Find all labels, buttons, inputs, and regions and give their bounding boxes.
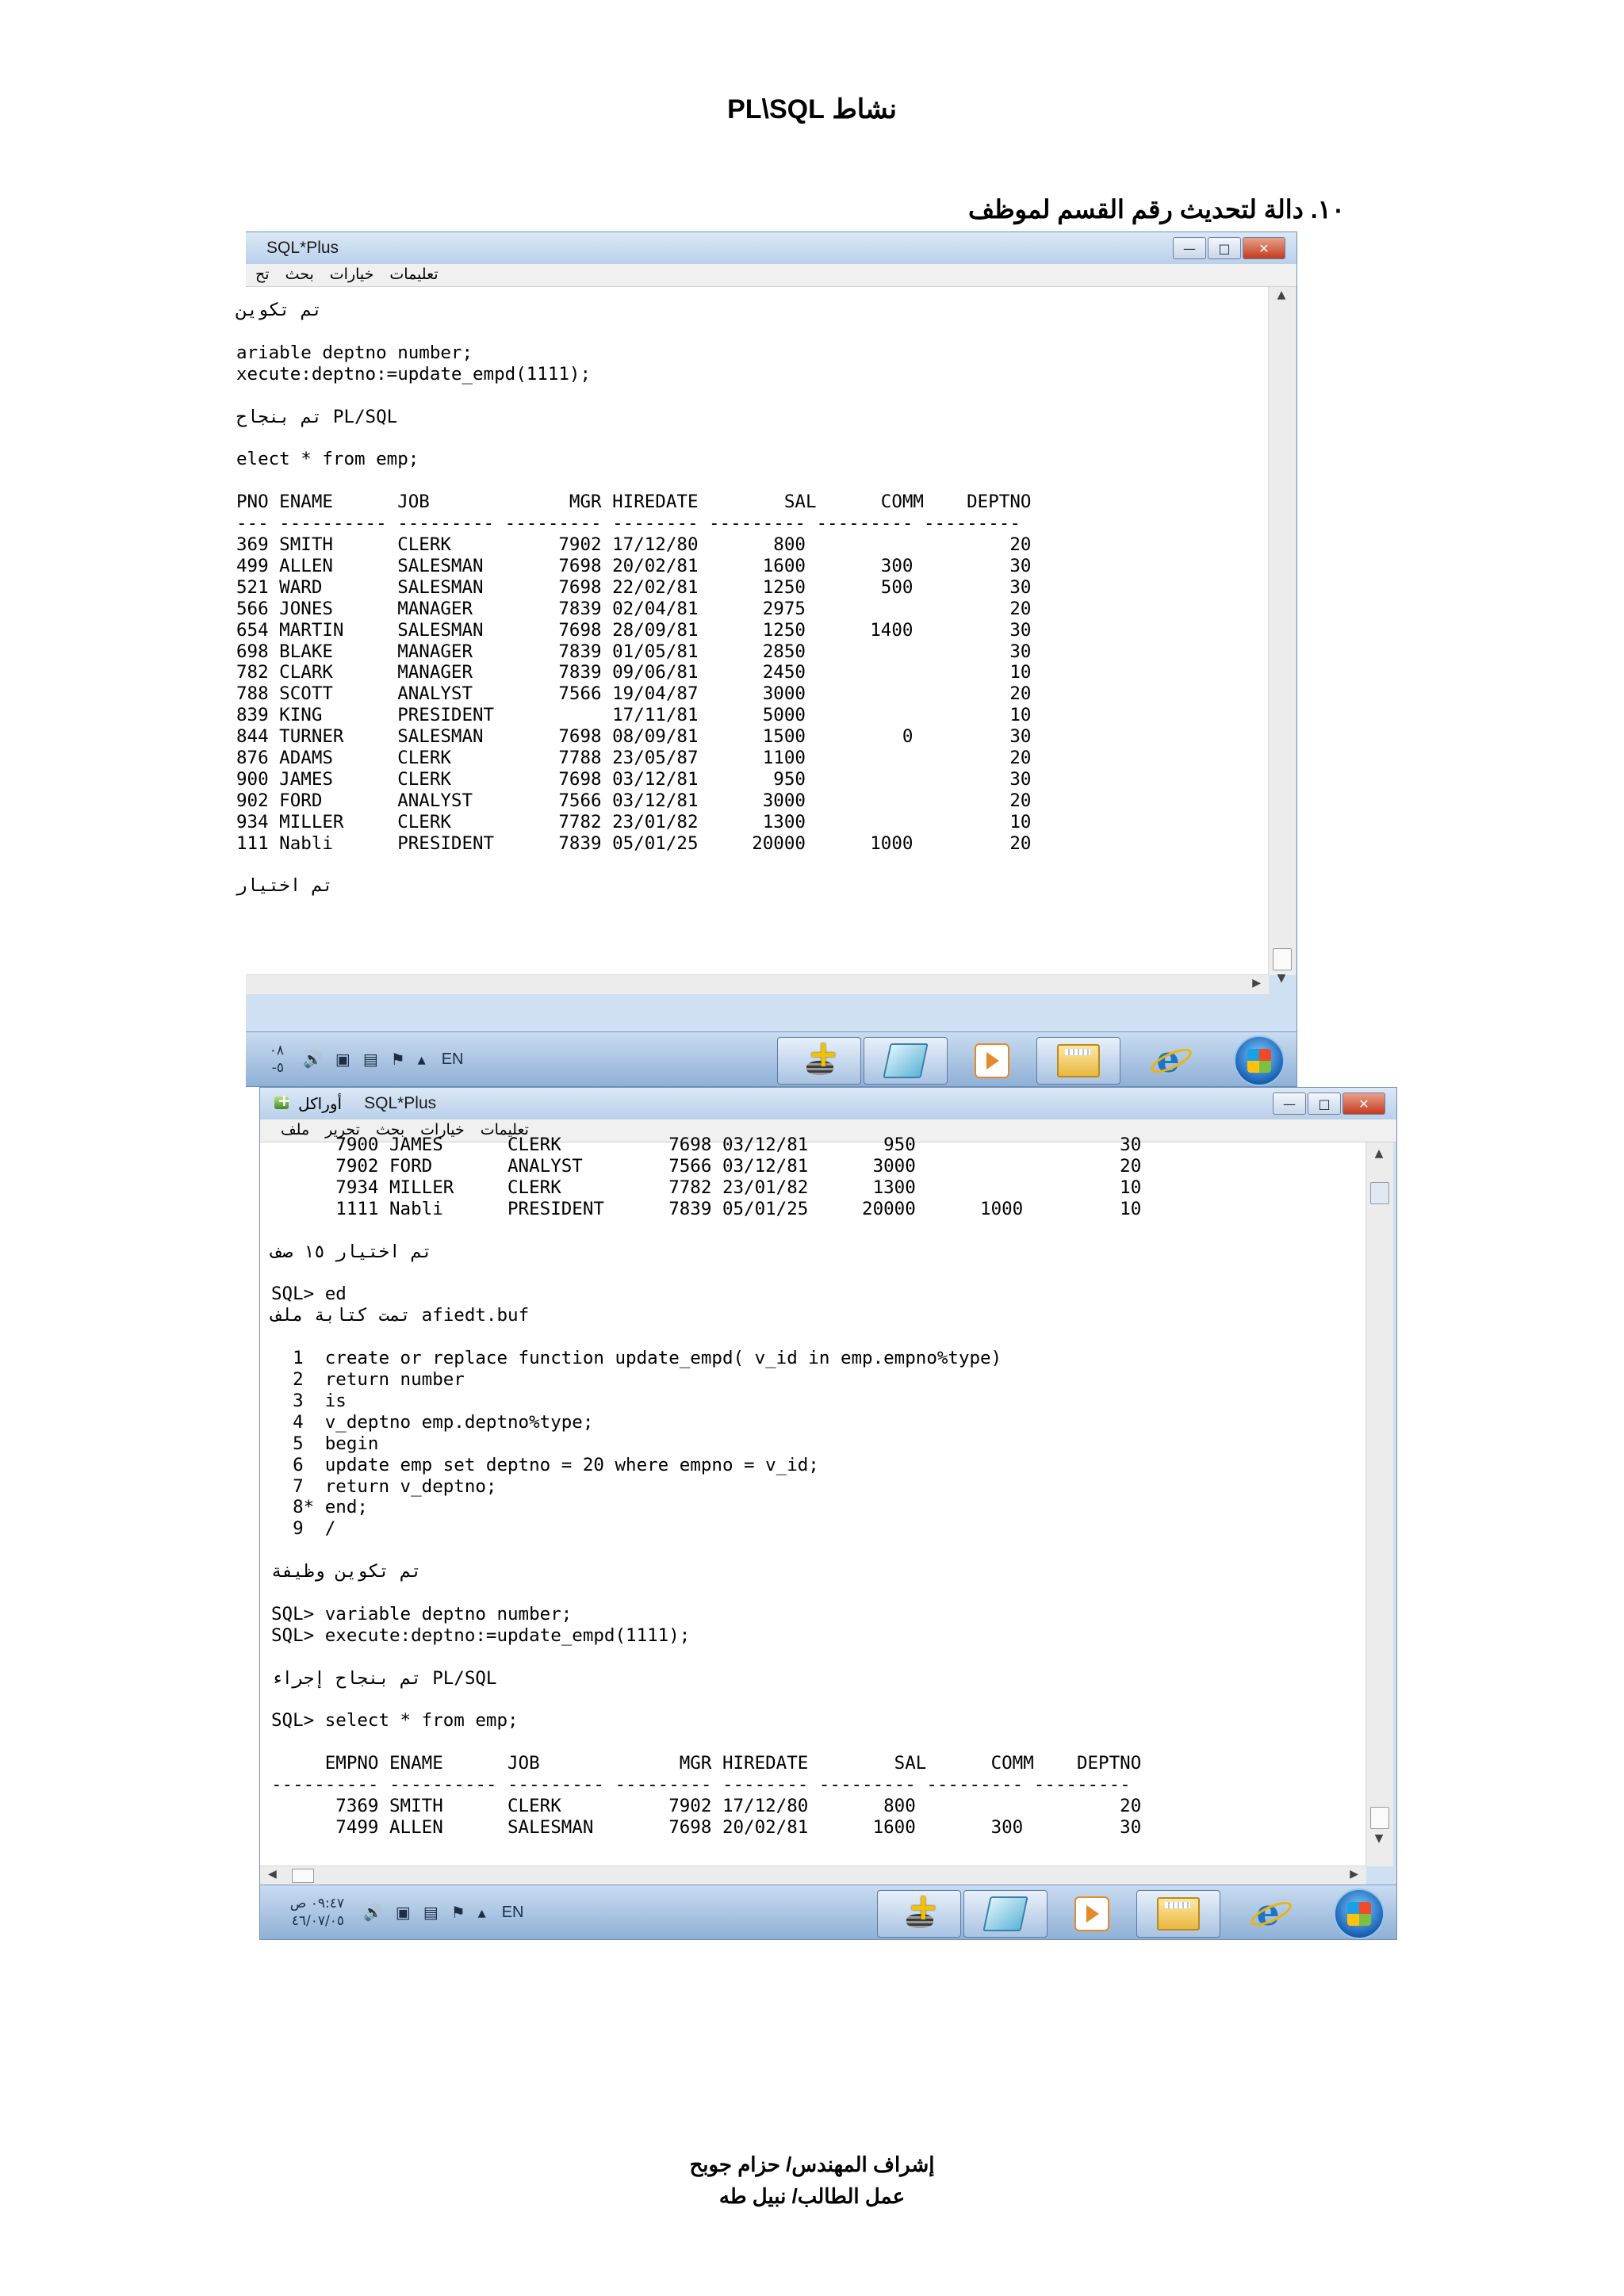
clock-time: ٠٩:٤٧ ص bbox=[289, 1896, 344, 1911]
taskbar-media-player[interactable] bbox=[1050, 1890, 1134, 1938]
network-icon[interactable]: ▣ bbox=[395, 1903, 411, 1922]
window-titlebar[interactable] bbox=[260, 1088, 1396, 1119]
scroll-up-icon[interactable]: ▲ bbox=[1374, 1147, 1384, 1160]
menu-options[interactable]: خيارات bbox=[420, 1121, 465, 1138]
notes-icon bbox=[982, 1896, 1028, 1931]
tray-clock[interactable] bbox=[271, 1895, 344, 1930]
taskbar bbox=[260, 1885, 1396, 1939]
caption-buttons bbox=[1171, 237, 1285, 259]
device-icon[interactable]: ▤ bbox=[362, 1050, 378, 1069]
scroll-right-icon[interactable]: ▶ bbox=[1350, 1868, 1358, 1881]
menu-help[interactable]: تعليمات bbox=[389, 266, 439, 283]
menu-search[interactable]: بحث bbox=[375, 1121, 405, 1138]
section-heading: ١٠. دالة لتحديث رقم القسم لموظف bbox=[967, 195, 1345, 224]
show-hidden-icons-icon[interactable]: ▴ bbox=[417, 1050, 426, 1069]
taskbar-explorer[interactable] bbox=[1136, 1890, 1220, 1938]
windows-start-icon[interactable] bbox=[1334, 1888, 1385, 1939]
oracle-app-icon[interactable] bbox=[273, 1095, 292, 1112]
taskbar-sqlplus[interactable] bbox=[777, 1037, 861, 1085]
language-indicator[interactable]: EN bbox=[501, 1903, 524, 1921]
horizontal-scroll-thumb[interactable] bbox=[292, 1869, 314, 1883]
horizontal-scrollbar[interactable] bbox=[260, 1866, 1366, 1885]
explorer-folder-icon bbox=[1157, 1897, 1200, 1931]
volume-icon[interactable]: 🔊 bbox=[303, 1050, 323, 1069]
menu-file[interactable]: ملف bbox=[281, 1121, 310, 1138]
document-title: نشاط PL\SQL bbox=[727, 94, 897, 124]
action-center-flag-icon[interactable]: ⚑ bbox=[450, 1903, 465, 1922]
menu-help[interactable]: تعليمات bbox=[480, 1121, 529, 1138]
sqlplus-window-1[interactable] bbox=[236, 232, 1297, 1087]
scroll-thumb-top[interactable] bbox=[1370, 1182, 1389, 1204]
minimize-button[interactable]: — bbox=[1173, 237, 1206, 259]
horizontal-scrollbar[interactable] bbox=[246, 974, 1269, 994]
windows-start-icon[interactable] bbox=[1234, 1035, 1285, 1086]
language-indicator[interactable]: EN bbox=[441, 1050, 464, 1068]
scroll-right-icon[interactable]: ▶ bbox=[1252, 977, 1261, 989]
taskbar-explorer[interactable] bbox=[1036, 1037, 1120, 1085]
console-area[interactable] bbox=[236, 287, 1269, 975]
maximize-button[interactable]: □ bbox=[1308, 1093, 1341, 1115]
taskbar-media-player[interactable] bbox=[950, 1037, 1034, 1085]
explorer-folder-icon bbox=[1057, 1044, 1100, 1077]
scroll-thumb[interactable] bbox=[1273, 948, 1292, 970]
system-tray bbox=[271, 1885, 524, 1939]
internet-explorer-icon[interactable]: e bbox=[1147, 1040, 1189, 1078]
network-icon[interactable]: ▣ bbox=[335, 1050, 350, 1069]
media-player-icon bbox=[975, 1043, 1009, 1078]
minimize-button[interactable]: — bbox=[1273, 1093, 1306, 1115]
scroll-down-icon[interactable]: ▼ bbox=[1277, 972, 1286, 985]
console-output: تم تكوين ariable deptno number; xecute:deptno:=update_empd(1111); تم بنجاح PL/SQL elect * from emp; PNO ENAME JOB MGR HIREDATE SAL COMM DEPTNO --- ---------- --------- --------- -------- --------- --------- --------- 369 SMITH CLERK 7902 17/12/80 800 20 499 ALLEN SALESMAN 7698 20/02/81 1600 300 30 521 WARD SALESMAN 7698 22/02/81 1250 500 30 566 JONES MANAGER 7839 02/04/81 2975 20 654 MARTIN SALESMAN 7698 28/09/81 1250 1400 30 698 BLAKE MANAGER 7839 01/05/81 2850 30 782 CLARK MANAGER 7839 09/06/81 2450 10 788 SCOTT ANALYST 7566 19/04/87 3000 20 839 KING PRESIDENT 17/11/81 5000 10 844 TURNER SALESMAN 7698 08/09/81 1500 0 30 876 ADAMS CLERK 7788 23/05/87 1100 20 900 JAMES CLERK 7698 03/12/81 950 30 902 FORD ANALYST 7566 03/12/81 3000 20 934 MILLER CLERK 7782 23/01/82 1300 10 111 Nabli PRESIDENT 7839 05/01/25 20000 1000 20 تم اختيار bbox=[236, 300, 1032, 897]
notes-icon bbox=[883, 1043, 928, 1078]
taskbar-sqlplus[interactable] bbox=[877, 1890, 961, 1938]
volume-icon[interactable]: 🔊 bbox=[363, 1903, 383, 1922]
console-area[interactable] bbox=[260, 1135, 1366, 1866]
document-footer bbox=[0, 2149, 1624, 2212]
caption-buttons bbox=[1271, 1093, 1385, 1115]
action-center-flag-icon[interactable]: ⚑ bbox=[390, 1050, 405, 1069]
sqlplus-window-2[interactable] bbox=[259, 1087, 1397, 1940]
supervisor-line: إشراف المهندس/ حزام جوبح bbox=[689, 2152, 935, 2176]
student-line: عمل الطالب/ نبيل طه bbox=[718, 2184, 906, 2208]
console-output: 7900 JAMES CLERK 7698 03/12/81 950 30 7902 FORD ANALYST 7566 03/12/81 3000 20 7934 MILLER CLERK 7782 23/01/82 1300 10 1111 Nabli PRESIDENT 7839 05/01/25 20000 1000 10 تم اختيار ١٥ صف SQL> ed تمت كتابة ملف afiedt.buf 1 create or replace function update_empd( v_id in emp.empno%type) 2 return number 3 is 4 v_deptno emp.deptno%type; 5 begin 6 update emp set deptno = 20 where empno = v_id; 7 return v_deptno; 8* end; 9 / تم تكوين وظيفة SQL> variable deptno number; SQL> execute:deptno:=update_empd(1111); تم بنجاح إجراء PL/SQL SQL> select * from emp; EMPNO ENAME JOB MGR HIREDATE SAL COMM DEPTNO ---------- ---------- --------- --------- -------- --------- --------- --------- 7369 SMITH CLERK 7902 17/12/80 800 20 7499 ALLEN SALESMAN 7698 20/02/81 1600 300 30 bbox=[271, 1135, 1142, 1838]
vertical-scrollbar[interactable] bbox=[1365, 1142, 1393, 1866]
taskbar-notes[interactable] bbox=[864, 1037, 948, 1085]
menu-edit[interactable]: تحرير bbox=[325, 1121, 360, 1138]
window-titlebar[interactable] bbox=[246, 232, 1297, 264]
taskbar bbox=[246, 1031, 1297, 1086]
vertical-scrollbar[interactable] bbox=[1268, 287, 1296, 985]
scroll-up-icon[interactable]: ▲ bbox=[1277, 289, 1286, 301]
menu-bar bbox=[246, 264, 1297, 287]
window-title: SQL*Plus bbox=[266, 239, 339, 257]
media-player-icon bbox=[1074, 1896, 1109, 1931]
menu-edit[interactable]: تح bbox=[255, 266, 270, 283]
tray-clock[interactable] bbox=[246, 1042, 284, 1077]
clock-date: -٥ bbox=[271, 1060, 284, 1076]
scroll-thumb[interactable] bbox=[1370, 1807, 1389, 1829]
close-button[interactable]: ✕ bbox=[1342, 1093, 1385, 1115]
window-title: SQL*Plus bbox=[364, 1094, 437, 1112]
internet-explorer-icon[interactable]: e bbox=[1247, 1893, 1289, 1931]
clock-time: ٠٨ bbox=[269, 1043, 284, 1058]
show-hidden-icons-icon[interactable]: ▴ bbox=[477, 1903, 486, 1922]
clock-date: ٤٦/٠٧/٠٥ bbox=[291, 1913, 344, 1929]
menu-options[interactable]: خيارات bbox=[329, 266, 374, 283]
taskbar-notes[interactable] bbox=[963, 1890, 1048, 1938]
system-tray bbox=[246, 1032, 464, 1086]
scroll-left-icon[interactable]: ◀ bbox=[268, 1868, 277, 1881]
maximize-button[interactable]: □ bbox=[1208, 237, 1241, 259]
sql-plus-icon bbox=[902, 1896, 936, 1931]
close-button[interactable]: ✕ bbox=[1243, 237, 1285, 259]
menu-search[interactable]: بحث bbox=[285, 266, 314, 283]
scroll-down-icon[interactable]: ▼ bbox=[1374, 1832, 1384, 1845]
window-title-arabic: أوراكل bbox=[298, 1094, 343, 1113]
device-icon[interactable]: ▤ bbox=[423, 1903, 439, 1922]
sql-plus-icon bbox=[802, 1043, 837, 1078]
